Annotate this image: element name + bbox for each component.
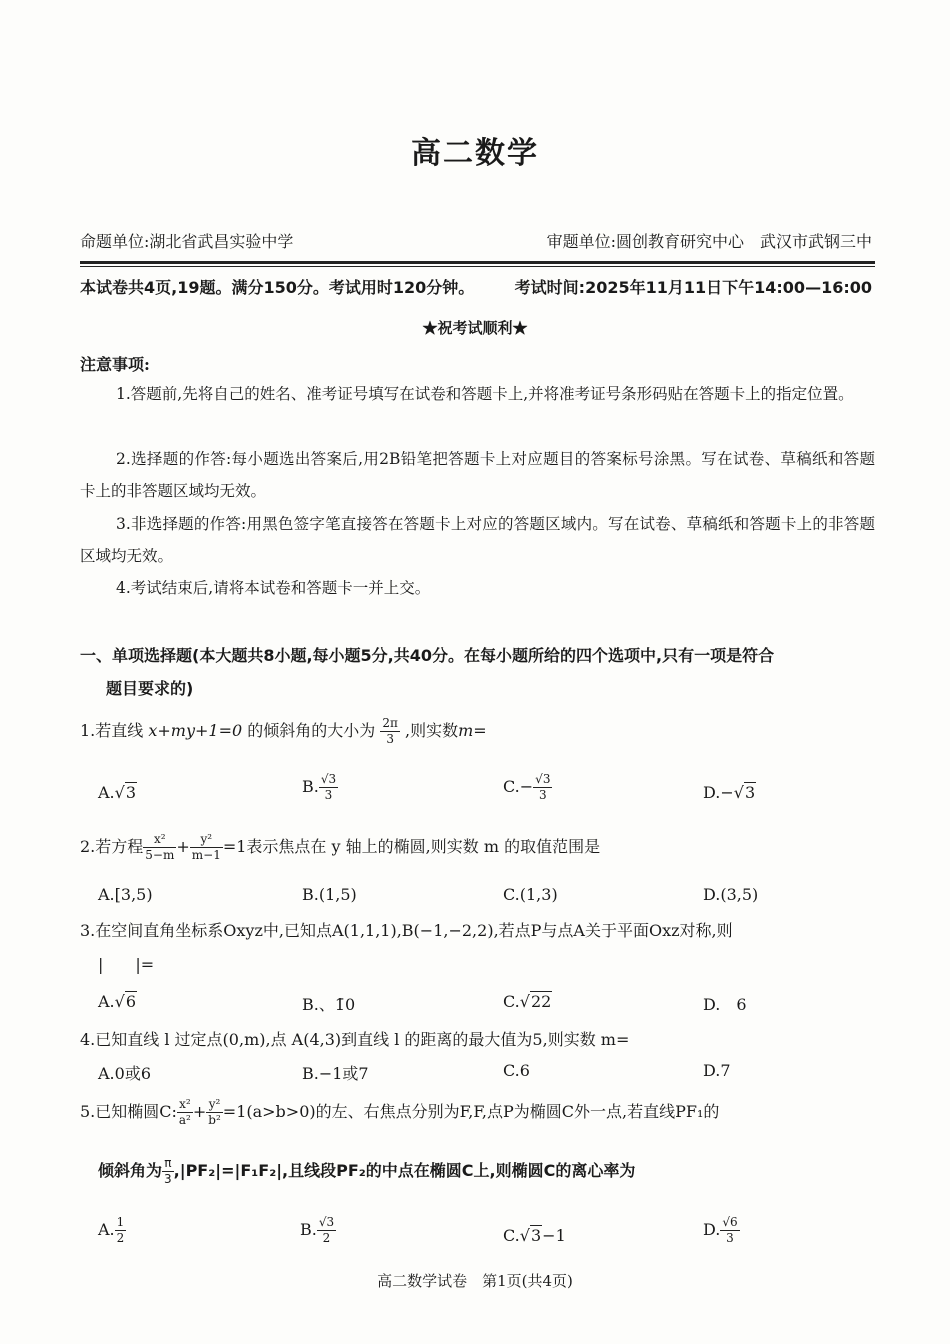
q2-option-c: C.(1,3) bbox=[503, 885, 558, 904]
q2-option-a: A.[3,5) bbox=[98, 885, 153, 904]
q3-option-b: B.、1̄0 bbox=[302, 995, 356, 1014]
question-2: 2.若方程 $\frac{\text{x²}}{5-m}$ + $\frac{\text{y²}}{m-1}$ =1表示焦点在 y 轴上的椭圆,则实数 m 的取值范围是 bbox=[80, 832, 601, 862]
section-heading-line1: 一、单项选择题(本大题共8小题,每小题5分,共40分。在每小题所给的四个选项中,只有一项是符合 bbox=[80, 646, 775, 665]
question-3-line2: | |= bbox=[98, 955, 155, 974]
page-footer: 高二数学试卷 第1页(共4页) bbox=[377, 1272, 573, 1290]
exam-info: 本试卷共4页,19题。满分150分。考试用时120分钟。 bbox=[80, 278, 475, 297]
question-5-line1: 5.已知椭圆C: $\frac{\text{x²}}{\text{a²}}$ + $\frac{\text{y²}}{\text{b²}}$ =1(a>b>0)的左、右焦点分别为F,F,点P为椭圆C外一点,若直线PF₁的 bbox=[80, 1097, 720, 1127]
notice-item-4: 4.考试结束后,请将本试卷和答题卡一并上交。 bbox=[116, 579, 431, 597]
header-rule-thick bbox=[80, 261, 875, 264]
q4-option-a: A.0或6 bbox=[98, 1064, 152, 1083]
q2-fraction-1: $\frac{\text{x²}}{5-m}$ bbox=[145, 832, 175, 862]
exam-time: 考试时间:2025年11月11日下午14:00—16:00 bbox=[514, 278, 872, 297]
q5-option-b: B. $\frac{√3}{2}$ bbox=[300, 1215, 335, 1245]
q3-option-a: A.√6 bbox=[98, 992, 137, 1011]
q5-angle-fraction: $\frac{\pi}{3}$ bbox=[164, 1156, 172, 1186]
setter-unit: 命题单位:湖北省武昌实验中学 bbox=[80, 232, 294, 251]
q2-fraction-2: $\frac{\text{y²}}{m-1}$ bbox=[191, 832, 221, 862]
q1-option-b: B. $\frac{√3}{3}$ bbox=[302, 772, 337, 802]
q5-fraction-x: $\frac{\text{x²}}{\text{a²}}$ bbox=[178, 1097, 191, 1127]
q4-option-c: C.6 bbox=[503, 1061, 530, 1080]
question-4: 4.已知直线 l 过定点(0,m),点 A(4,3)到直线 l 的距离的最大值为5,则实数 m= bbox=[80, 1030, 630, 1049]
q5-option-c: C.√3−1 bbox=[503, 1226, 566, 1245]
q2-option-d: D.(3,5) bbox=[703, 885, 759, 904]
section-heading-line2: 题目要求的) bbox=[106, 679, 194, 698]
notice-item-3: 3.非选择题的作答:用黑色签字笔直接答在答题卡上对应的答题区域内。写在试卷、草稿纸和答题卡上的非答题区域均无效。 bbox=[80, 515, 875, 565]
q1-option-a: A.√3 bbox=[98, 783, 137, 802]
q1-angle-fraction: $\frac{2\pi}{3}$ bbox=[382, 716, 398, 746]
q1-option-c: C.− $\frac{√3}{3}$ bbox=[503, 772, 551, 802]
reviewer-unit: 审题单位:圆创教育研究中心 武汉市武钢三中 bbox=[546, 232, 872, 251]
q3-option-c: C.√22 bbox=[503, 992, 552, 1011]
q4-option-b: B.−1或7 bbox=[302, 1064, 369, 1083]
q4-option-d: D.7 bbox=[703, 1061, 731, 1080]
page-title: 高二数学 bbox=[411, 136, 539, 171]
notice-heading: 注意事项: bbox=[80, 355, 150, 374]
q2-option-b: B.(1,5) bbox=[302, 885, 357, 904]
q5-option-a: A. $\frac{1}{2}$ bbox=[98, 1215, 125, 1245]
q5-option-d: D. $\frac{√6}{3}$ bbox=[703, 1215, 738, 1245]
question-1: 1.若直线 x+my+1=0 的倾斜角的大小为 $\frac{2\pi}{3}$ ,则实数m= bbox=[80, 716, 487, 746]
notice-item-2: 2.选择题的作答:每小题选出答案后,用2B铅笔把答题卡上对应题目的答案标号涂黑。写在试卷、草稿纸和答题卡上的非答题区域均无效。 bbox=[80, 450, 875, 500]
question-5-line2: 倾斜角为 $\frac{\pi}{3}$ ,|PF₂|=|F₁F₂|,且线段PF₂的中点在椭圆C上,则椭圆C的离心率为 bbox=[98, 1156, 636, 1186]
q3-option-d: D. 6 bbox=[703, 995, 747, 1014]
section-heading bbox=[80, 639, 875, 705]
notice-item-1: 1.答题前,先将自己的姓名、准考证号填写在试卷和答题卡上,并将准考证号条形码贴在答题卡上的指定位置。 bbox=[116, 385, 854, 403]
q1-option-d: D.−√3 bbox=[703, 783, 756, 802]
header-rule-thin bbox=[80, 266, 875, 267]
good-luck-banner: ★祝考试顺利★ bbox=[422, 319, 528, 337]
question-3-line1: 3.在空间直角坐标系Oxyz中,已知点A(1,1,1),B(−1,−2,2),若点P与点A关于平面Oxz对称,则 bbox=[80, 921, 733, 940]
q5-fraction-y: $\frac{\text{y²}}{\text{b²}}$ bbox=[208, 1097, 221, 1127]
